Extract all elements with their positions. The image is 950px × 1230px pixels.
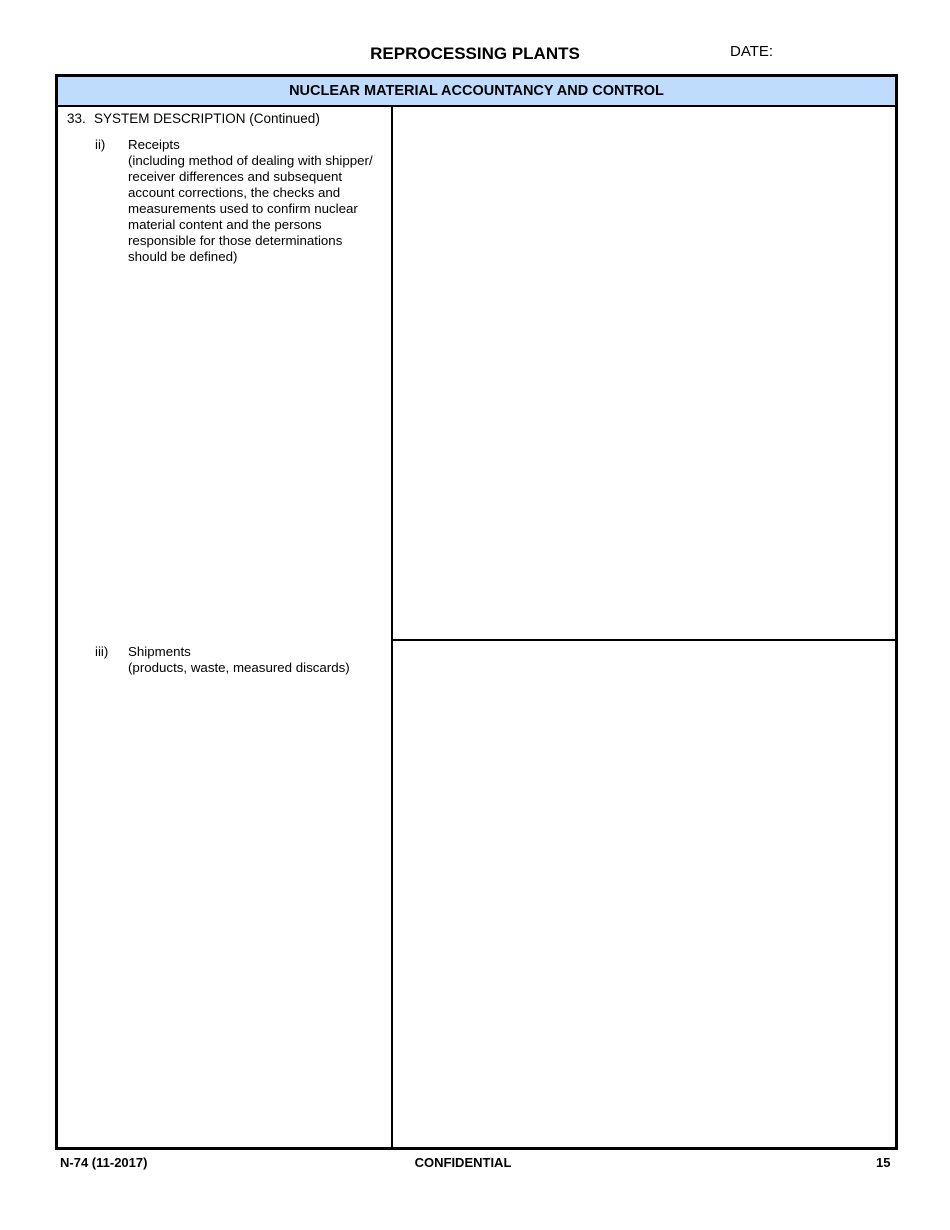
- sub-item-line: account corrections, the checks and: [128, 185, 341, 200]
- sub-item-numeral: ii): [95, 137, 106, 152]
- sub-item-line: (including method of dealing with shipper/: [128, 153, 373, 168]
- sub-item-line: receiver differences and subsequent: [128, 169, 343, 184]
- sub-item-label: Shipments: [128, 644, 191, 659]
- page-title: REPROCESSING PLANTS: [370, 44, 580, 63]
- question-title: SYSTEM DESCRIPTION (Continued): [94, 111, 320, 126]
- sub-item-line: material content and the persons: [128, 217, 322, 232]
- question-heading: [67, 111, 320, 126]
- classification-label: CONFIDENTIAL: [414, 1155, 512, 1170]
- page-number: 15: [876, 1155, 891, 1170]
- form-id: N-74 (11-2017): [60, 1155, 148, 1170]
- sub-item-body: [128, 137, 390, 265]
- receipts-answer-field[interactable]: [393, 107, 895, 639]
- date-label: DATE:: [730, 43, 774, 60]
- section-header: NUCLEAR MATERIAL ACCOUNTANCY AND CONTROL: [58, 77, 895, 107]
- sub-item-label: Receipts: [128, 137, 180, 152]
- sub-item-line: responsible for those determinations: [128, 233, 343, 248]
- form-frame: [55, 74, 898, 1150]
- question-number: 33.: [67, 111, 86, 126]
- sub-item-body: [128, 644, 390, 676]
- sub-item-line: (products, waste, measured discards): [128, 660, 350, 675]
- sub-item-line: measurements used to confirm nuclear: [128, 201, 358, 216]
- sub-item-numeral: iii): [95, 644, 109, 659]
- shipments-answer-field[interactable]: [393, 641, 895, 1147]
- sub-item-line: should be defined): [128, 249, 238, 264]
